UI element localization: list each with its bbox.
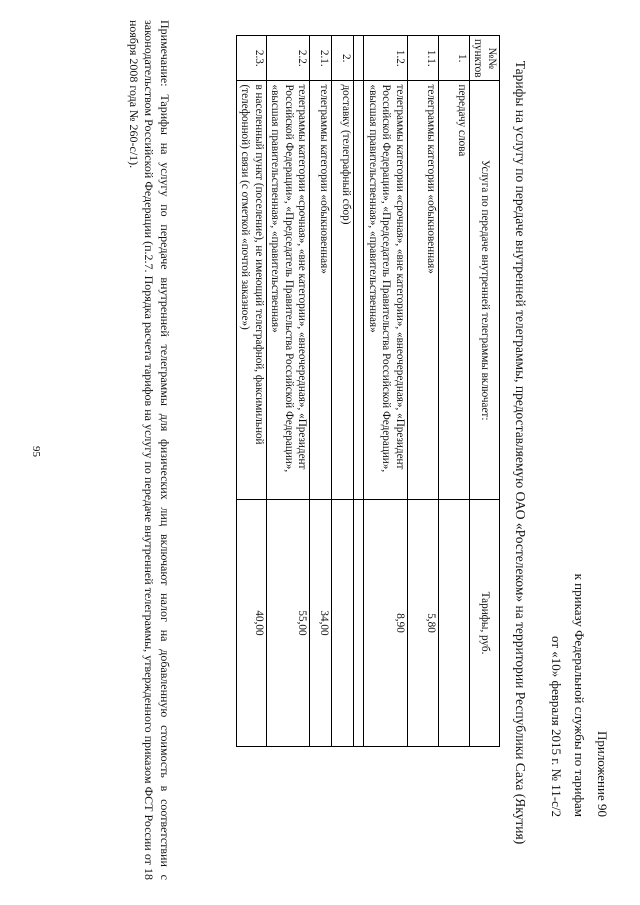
- row-tariff: 34,00: [310, 500, 332, 747]
- row-tariff: 55,00: [267, 500, 311, 747]
- row-tariff: 8,90: [364, 500, 408, 747]
- appendix-order: к приказу Федеральной службы по тарифам: [572, 573, 587, 817]
- row-service: [354, 81, 364, 500]
- table-row: [332, 36, 354, 747]
- row-tariff: [439, 500, 470, 747]
- tariff-table: [236, 35, 500, 747]
- table-row: [364, 36, 408, 747]
- row-num: 2.3.: [237, 36, 267, 81]
- row-service: доставку (телеграфный сбор): [332, 81, 354, 500]
- table-row: [408, 36, 439, 747]
- row-num: [354, 36, 364, 81]
- header-tariff: Тарифы, руб.: [470, 500, 500, 747]
- row-num: 2.1.: [310, 36, 332, 81]
- row-service: телеграммы категории «обыкновенная»: [310, 81, 332, 500]
- row-num: 2.2.: [267, 36, 311, 81]
- page-number: 95: [30, 446, 42, 457]
- document-title: Тарифы на услугу по передаче внутренней телеграммы, предоставляемую ОАО «Ростелеком» на территории Республики Саха (Якутия): [513, 60, 528, 845]
- table-row: [439, 36, 470, 747]
- appendix-header: [545, 574, 614, 817]
- row-service: телеграммы категории «обыкновенная»: [408, 81, 439, 500]
- table-row: [267, 36, 311, 747]
- row-tariff: 5,80: [408, 500, 439, 747]
- row-tariff: 40,00: [237, 500, 267, 747]
- row-tariff: [332, 500, 354, 747]
- row-num: 2.: [332, 36, 354, 81]
- row-num: 1.1.: [408, 36, 439, 81]
- footnote: Примечание: Тарифы на услугу по передаче внутренней телеграммы для физических лиц включают налог на добавленную стоимость в соответствии с законодательством Российской Федерации (п.2.7. Порядка расчета тарифов на услугу по передаче внутренней телеграммы, утвержденного приказом ФСТ России от 18 ноября 2008 года № 260-с/1).: [127, 20, 172, 880]
- table-row: [237, 36, 267, 747]
- row-service: передачу слова: [439, 81, 470, 500]
- table-row: [310, 36, 332, 747]
- appendix-number: Приложение 90: [595, 730, 610, 817]
- header-service: Услуга по передаче внутренней телеграммы включает:: [470, 81, 500, 500]
- header-num: №№ пунктов: [470, 36, 500, 81]
- row-service: телеграммы категории «срочная», «вне категории», «внеочередная», «Президент Российской Федерации», «Председатель Правительства Российской Федерации», «высшая правительственная», «правительственная»: [267, 81, 311, 500]
- row-num: 1.: [439, 36, 470, 81]
- row-service: в населенный пункт (поселение), не имеющий телеграфной, факсимильной (телефонной) связи (с отметкой «почтой заказное»): [237, 81, 267, 500]
- row-num: 1.2.: [364, 36, 408, 81]
- row-tariff: [354, 500, 364, 747]
- appendix-date: от «10» февраля 2015 г. № 11-с/2: [549, 636, 564, 817]
- row-service: телеграммы категории «срочная», «вне категории», «внеочередная», «Президент Российской Федерации», «Председатель Правительства Российской Федерации», «высшая правительственная», «правительственная»: [364, 81, 408, 500]
- table-header-row: [470, 36, 500, 747]
- table-row: [354, 36, 364, 747]
